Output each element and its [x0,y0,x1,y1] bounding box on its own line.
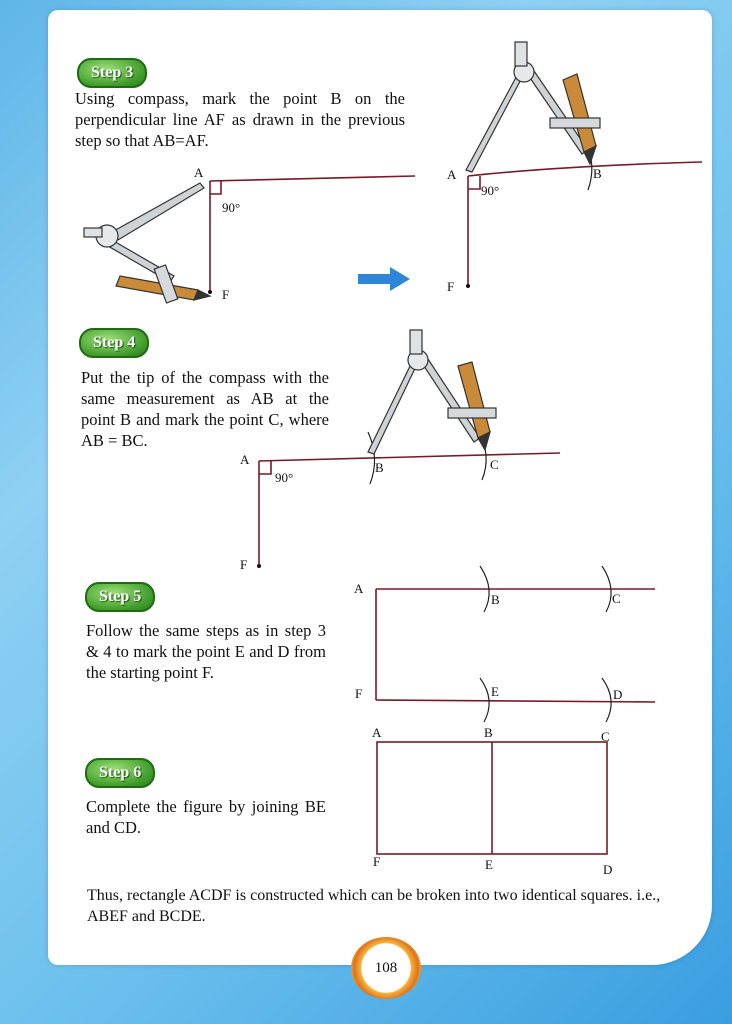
point-c-label: C [601,729,610,744]
point-f-label: F [447,279,455,294]
point-d-label: D [603,862,613,877]
point-a-label: A [240,452,250,467]
compass-icon [368,330,496,454]
point-b-label: B [491,592,500,607]
angle-label: 90° [481,183,500,198]
step3-right-figure [468,140,702,286]
point-f-label: F [373,854,381,869]
point-b-label: B [484,725,493,740]
compass-icon [84,183,210,303]
step6-figure [377,742,607,854]
point-f-label: F [355,686,363,701]
conclusion-text: Thus, rectangle ACDF is constructed which can be broken into two identical squares. i.e., ABEF and BCDE. [87,887,661,925]
step4-figure [259,430,560,566]
point-a-label: A [354,581,364,596]
point-e-label: E [491,684,499,699]
point-b-label: B [375,460,384,475]
point-e-label: E [485,857,493,872]
step-4-text: Put the tip of the compass with the same measurement as AB at the point B and mark the point C, where AB = BC. [81,368,329,450]
step-3-badge: Step 3 [77,58,147,88]
step-4-badge: Step 4 [79,328,149,358]
step-3-text: Using compass, mark the point B on the perpendicular line AF as drawn in the previous step so that AB=AF. [75,89,405,150]
step-6-text: Complete the figure by joining BE and CD. [86,797,326,837]
point-f-label: F [240,557,248,572]
point-b-label: B [593,166,602,181]
point-a-label: A [372,725,382,740]
compass-icon [466,42,600,172]
page-number: 108 [351,937,421,999]
angle-label: 90° [222,200,241,215]
step-6-badge: Step 6 [85,758,155,788]
step-5-badge: Step 5 [85,582,155,612]
point-d-label: D [613,687,623,702]
right-arrow-icon [358,267,410,291]
point-f-label: F [222,287,230,302]
point-c-label: C [490,457,499,472]
point-c-label: C [612,591,621,606]
angle-label: 90° [275,470,294,485]
point-a-label: A [447,167,457,182]
step-5-text: Follow the same steps as in step 3 & 4 to mark the point E and D from the starting point F. [86,621,326,682]
point-a-label: A [194,165,204,180]
